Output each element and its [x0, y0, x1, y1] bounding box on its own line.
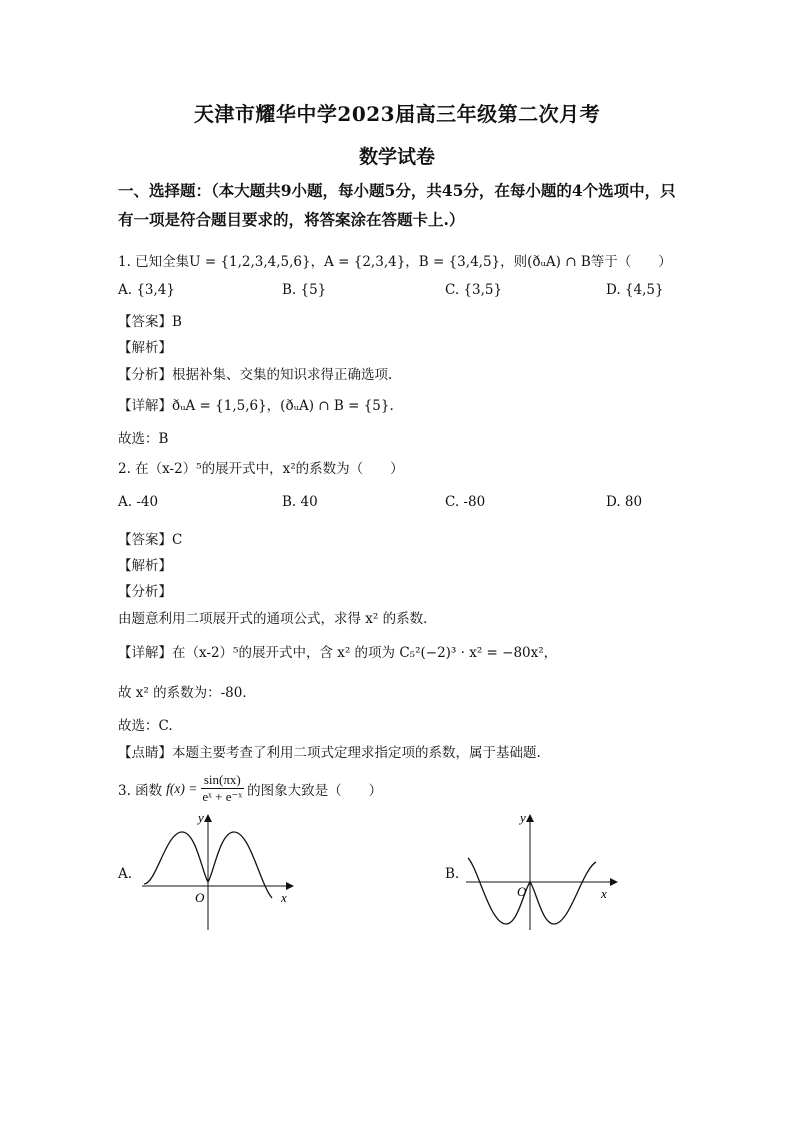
q1-option-b: B. {5} [282, 282, 327, 298]
y-axis-arrow-icon [204, 814, 212, 822]
q1-option-d: D. {4,5} [606, 282, 664, 298]
q2-detail: 【详解】在（x-2）⁵的展开式中，含 x² 的项为 C₅²(−2)³ · x² = −80x²， [118, 645, 558, 661]
q2-detail-2: 故 x² 的系数为：-80． [118, 685, 256, 701]
origin-label: O [517, 884, 527, 899]
y-axis-arrow-icon [526, 814, 534, 822]
q3-option-a-label: A. [118, 866, 133, 882]
q1-stem: 1. 已知全集U = {1,2,3,4,5,6}，A = {2,3,4}，B = {3,4,5}，则(ðᵤA) ∩ B等于（ ） [118, 254, 672, 270]
q2-option-a: A. -40 [118, 494, 159, 510]
exam-title: 天津市耀华中学2023届高三年级第二次月考 [193, 102, 601, 126]
q3-graph-a [138, 812, 298, 936]
q3-stem-prefix: 3. 函数 [118, 782, 163, 799]
q1-detail: 【详解】ðᵤA = {1,5,6}，(ðᵤA) ∩ B = {5}. [118, 398, 394, 414]
q1-option-c: C. {3,5} [445, 282, 503, 298]
q2-stem: 2. 在（x-2）⁵的展开式中，x²的系数为（ ） [118, 461, 404, 477]
q3-fraction-numerator: sin(πx) [201, 772, 244, 789]
x-label: x [601, 886, 607, 901]
q2-analysis-label: 【分析】 [118, 584, 172, 600]
q3-graph-b [462, 812, 622, 936]
q2-option-c: C. -80 [445, 494, 486, 510]
q3-stem-suffix: 的图象大致是（ ） [247, 782, 383, 799]
q2-conclusion: 故选：C. [118, 718, 173, 734]
q2-analysis: 由题意利用二项展开式的通项公式，求得 x² 的系数． [118, 611, 437, 627]
q1-answer: 【答案】B [118, 314, 182, 330]
q3-fraction-denominator: eˣ + e⁻ˣ [202, 789, 243, 804]
q3-func-lhs: f(x) = [166, 780, 198, 796]
q2-comment: 【点睛】本题主要考查了利用二项式定理求指定项的系数，属于基础题. [118, 745, 541, 761]
curve-b [468, 858, 596, 924]
q2-answer: 【答案】C [118, 532, 183, 548]
q1-analysis-head: 【解析】 [118, 340, 172, 356]
exam-subtitle: 数学试卷 [358, 146, 435, 168]
q1-conclusion: 故选：B [118, 431, 169, 447]
q3-option-b-label: B. [445, 866, 460, 882]
q1-analysis: 【分析】根据补集、交集的知识求得正确选项. [118, 367, 393, 383]
y-label: y [198, 812, 204, 825]
q3-stem [118, 772, 382, 805]
origin-label: O [195, 890, 205, 905]
x-label: x [281, 890, 287, 905]
q2-option-b: B. 40 [282, 494, 318, 510]
x-axis-arrow-icon [286, 882, 294, 890]
y-label: y [520, 812, 526, 825]
q2-analysis-head: 【解析】 [118, 558, 172, 574]
q3-fraction [199, 772, 245, 805]
section-heading-choice: 一、选择题：（本大题共9小题，每小题5分，共45分，在每小题的4个选项中，只有一项是符合题目要求的，将答案涂在答题卡上.） [118, 181, 676, 229]
q1-option-a: A. {3,4} [118, 282, 175, 298]
x-axis-arrow-icon [610, 878, 618, 886]
q2-option-d: D. 80 [606, 494, 643, 510]
